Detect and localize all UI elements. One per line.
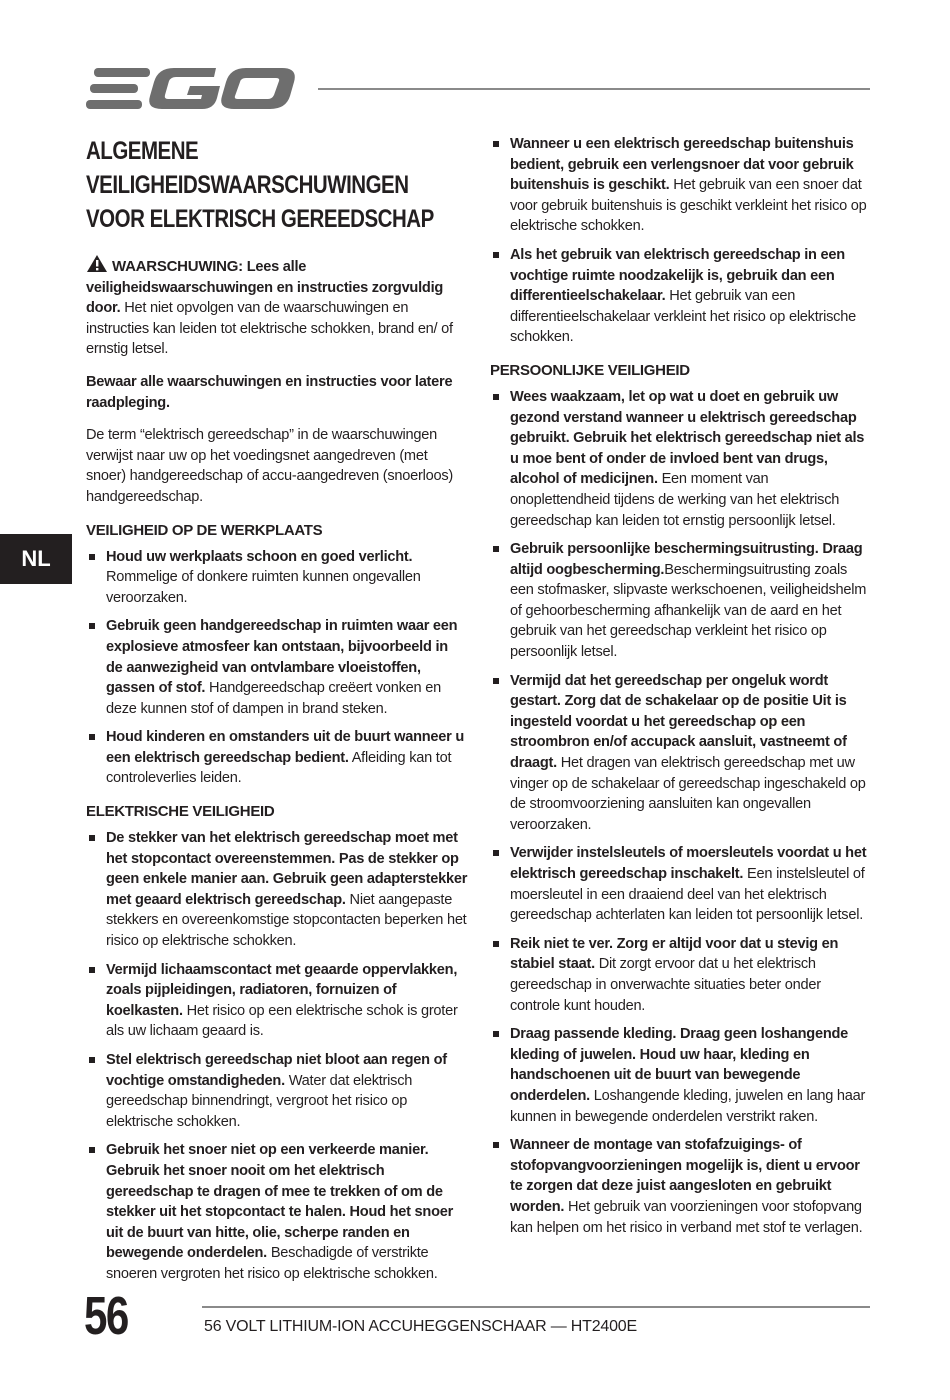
item-text: Het gebruik van een snoer dat voor gebruik buitenshuis is geschikt verkleint het risico op elektrische schokken. bbox=[510, 177, 867, 235]
section-heading: PERSOONLIJKE VEILIGHEID bbox=[490, 361, 690, 379]
item-text: Beschermingsuitrusting zoals een stofmasker, slipvaste werkschoenen, veiligheidshelm of gehoorbescherming afhankelijk van de aard en het gebruik van het gereedschap verkleint het risico op persoonlijk letsel. bbox=[510, 561, 867, 661]
bullet-icon bbox=[89, 1147, 95, 1153]
bullet-icon bbox=[493, 141, 499, 147]
list-item bbox=[490, 1024, 872, 1127]
item-text: Afleiding kan tot controleverlies leiden. bbox=[106, 749, 452, 787]
ego-logo bbox=[86, 64, 298, 114]
item-bold: Houd uw werkplaats schoon en goed verlicht. bbox=[106, 548, 413, 565]
list-item bbox=[86, 828, 468, 952]
list-item bbox=[86, 1050, 468, 1132]
item-bold: Verwijder instelsleutels of moersleutels voordat u het elektrisch gereedschap inschakelt. bbox=[510, 845, 867, 882]
item-text: Beschadigde of verstrikte snoeren vergroten het risico op elektrische schokken. bbox=[106, 1245, 438, 1282]
item-text: Het gebruik van een differentieelschakelaar verkleint het risico op elektrische schokken. bbox=[510, 288, 856, 346]
page-number: 56 bbox=[84, 1286, 128, 1346]
item-text: Een moment van onoplettendheid tijdens de werking van het elektrisch gereedschap kan leiden tot ernstig persoonlijk letsel. bbox=[510, 471, 840, 529]
item-text: Rommelige of donkere ruimten kunnen ongevallen veroorzaken. bbox=[106, 569, 421, 606]
list-item bbox=[86, 960, 468, 1042]
item-bold: Houd kinderen en omstanders uit de buurt wanneer u een elektrisch gereedschap bedient. bbox=[106, 729, 465, 766]
list-item bbox=[490, 387, 872, 531]
bullet-icon bbox=[89, 734, 95, 740]
item-bold: De stekker van het elektrisch gereedschap moet met het stopcontact overeenstemmen. Pas de stekker op geen enkele manier aan. Gebruik geen adapterstekker met geaard elektrisch gereedschap. bbox=[106, 830, 468, 908]
warning-text: Het niet opvolgen van de waarschuwingen en instructies kan leiden tot elektrische schokken, brand en/ of ernstig letsel. bbox=[86, 300, 453, 358]
item-bold: Wanneer u een elektrisch gereedschap buitenshuis bedient, gebruik een verlengsnoer dat voor gebruik buitenshuis is geschikt. bbox=[510, 136, 854, 194]
item-text: Handgereedschap creëert vonken en deze kunnen stof of dampen in brand steken. bbox=[106, 680, 441, 717]
header-rule bbox=[318, 88, 870, 90]
list-item bbox=[86, 727, 468, 789]
bullet-icon bbox=[493, 678, 499, 684]
section-list bbox=[86, 828, 468, 1284]
item-bold: Wees waakzaam, let op wat u doet en gebruik uw gezond verstand wanneer u elektrisch gereedschap gebruikt. Gebruik het elektrisch gereedschap niet als u moe bent of onder de invloed bent van drugs, alcohol of medicijnen. bbox=[510, 388, 865, 488]
item-bold: Wanneer de montage van stofafzuigings- of stofopvangvoorzieningen mogelijk is, dient u ervoor te zorgen dat deze juist aangesloten en gebruikt worden. bbox=[510, 1137, 860, 1215]
list-item bbox=[490, 671, 872, 836]
save-note bbox=[86, 372, 468, 413]
item-bold: Gebruik het snoer niet op een verkeerde manier. Gebruik het snoer nooit om het elektrisch gereedschap te dragen of mee te trekken of om de stekker uit het stopcontact te halen. Houd het snoer uit de buurt van hitte, olie, scherpe randen en bewegende onderdelen. bbox=[106, 1142, 454, 1262]
section-list bbox=[86, 547, 468, 790]
bullet-icon bbox=[493, 546, 499, 552]
left-column bbox=[86, 134, 468, 1293]
warning-block bbox=[86, 254, 468, 360]
item-text: Het risico op een elektrische schok is groter als uw lichaam geaard is. bbox=[106, 1002, 458, 1040]
bullet-icon bbox=[89, 623, 95, 629]
warning-triangle-icon bbox=[86, 254, 108, 273]
list-item bbox=[490, 1135, 872, 1238]
list-item bbox=[86, 1140, 468, 1284]
item-bold: Stel elektrisch gereedschap niet bloot aan regen of vochtige omstandigheden. bbox=[106, 1052, 447, 1089]
item-bold: Gebruik persoonlijke beschermingsuitrusting. Draag altijd oogbescherming. bbox=[510, 541, 863, 578]
item-text: Een instelsleutel of moersleutel in een draaiend deel van het elektrisch gereedschap achterlaten kan leiden tot persoonlijk letsel. bbox=[510, 866, 865, 924]
warning-bold: Lees alle veiligheidswaarschuwingen en instructies zorgvuldig door. bbox=[86, 259, 444, 317]
bullet-icon bbox=[493, 850, 499, 856]
save-note-text: Bewaar alle waarschuwingen en instructies voor latere raadpleging. bbox=[86, 373, 453, 411]
section-list bbox=[490, 387, 872, 1238]
warning-label: WAARSCHUWING: bbox=[112, 258, 243, 275]
section-list bbox=[490, 134, 872, 348]
page-title: ALGEMENE VEILIGHEIDSWAARSCHUWINGEN VOOR ELEKTRISCH GEREEDSCHAP bbox=[86, 137, 434, 233]
item-bold: Vermijd dat het gereedschap per ongeluk wordt gestart. Zorg dat de schakelaar op de positie Uit is ingesteld voordat u het gereedschap op een stroombron en/of accupack aansluit, vastneemt of draagt. bbox=[510, 672, 847, 772]
bullet-icon bbox=[89, 967, 95, 973]
definition: De term “elektrisch gereedschap” in de waarschuwingen verwijst naar uw op het voedingsnet aangedreven (met snoer) handgereedschap of accu-aangedreven (snoerloos) handgereedschap. bbox=[86, 427, 453, 505]
item-bold: Draag passende kleding. Draag geen loshangende kleding of juwelen. Houd uw haar, kleding en handschoenen uit de buurt van bewegende onderdelen. bbox=[510, 1026, 849, 1104]
list-item bbox=[490, 843, 872, 925]
item-bold: Als het gebruik van elektrisch gereedschap in een vochtige ruimte noodzakelijk is, gebruik dan een differentieelschakelaar. bbox=[510, 246, 845, 305]
item-text: Het gebruik van voorzieningen voor stofopvang kan helpen om het risico in verband met stof te verlagen. bbox=[510, 1198, 863, 1236]
item-bold: Gebruik geen handgereedschap in ruimten waar een explosieve atmosfeer kan ontstaan, bijvoorbeeld in de aanwezigheid van ontvlambare vloeistoffen, gassen of stof. bbox=[106, 618, 458, 697]
right-column bbox=[490, 134, 872, 1246]
list-item bbox=[490, 245, 872, 348]
bullet-icon bbox=[493, 252, 499, 258]
bullet-icon bbox=[493, 1142, 499, 1148]
list-item bbox=[490, 134, 872, 237]
list-item bbox=[86, 547, 468, 609]
list-item bbox=[490, 539, 872, 663]
item-bold: Reik niet te ver. Zorg er altijd voor dat u stevig en stabiel staat. bbox=[510, 935, 839, 973]
bullet-icon bbox=[89, 835, 95, 841]
language-tab: NL bbox=[0, 534, 72, 584]
bullet-icon bbox=[493, 1031, 499, 1037]
item-bold: Vermijd lichaamscontact met geaarde oppervlakken, zoals pijpleidingen, radiatoren, fornuizen of koelkasten. bbox=[106, 961, 458, 1019]
item-text: Water dat elektrisch gereedschap binnendringt, vergroot het risico op elektrische schokken. bbox=[106, 1072, 413, 1130]
bullet-icon bbox=[493, 394, 499, 400]
item-text: Loshangende kleding, juwelen en lang haar kunnen in bewegende onderdelen verstrikt raken. bbox=[510, 1087, 866, 1125]
footer-text: 56 VOLT LITHIUM-ION ACCUHEGGENSCHAAR — HT2400E bbox=[204, 1318, 637, 1335]
footer-rule bbox=[202, 1306, 870, 1308]
list-item bbox=[86, 616, 468, 719]
section-heading: ELEKTRISCHE VEILIGHEID bbox=[86, 803, 275, 821]
bullet-icon bbox=[89, 554, 95, 560]
item-text: Niet aangepaste stekkers en overeenkomstige stopcontacten beperken het risico op elektrische schokken. bbox=[106, 891, 467, 950]
item-text: Dit zorgt ervoor dat u het elektrisch gereedschap in onverwachte situaties beter onder controle kunt houden. bbox=[510, 956, 821, 1014]
section-heading: VEILIGHEID OP DE WERKPLAATS bbox=[86, 521, 323, 539]
bullet-icon bbox=[493, 941, 499, 947]
bullet-icon bbox=[89, 1057, 95, 1063]
list-item bbox=[490, 934, 872, 1016]
item-text: Het dragen van elektrisch gereedschap met uw vinger op de schakelaar of gereedschap ingeschakeld op de stroomvoorziening aansluiten kan ongevallen veroorzaken. bbox=[510, 755, 866, 833]
